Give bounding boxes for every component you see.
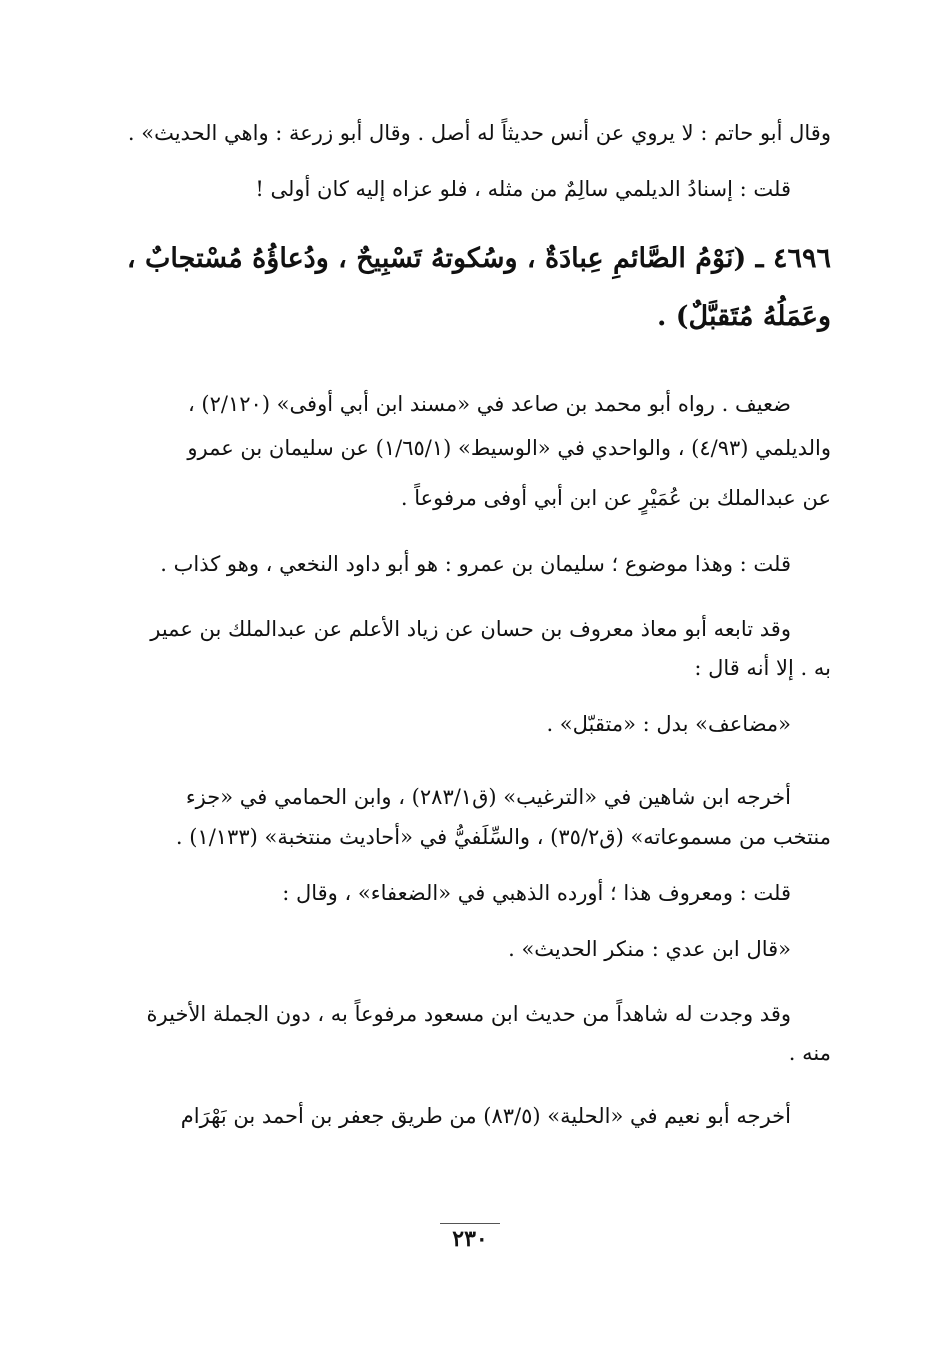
- text-line: قلت : ومعروف هذا ؛ أورده الذهبي في «الضعفاء» ، وقال :: [282, 881, 791, 905]
- text-line: أخرجه ابن شاهين في «الترغيب» (ق٢٨٣/١) ، وابن الحمامي في «جزء: [185, 785, 791, 809]
- text-line: به . إلا أنه قال :: [694, 656, 831, 680]
- paragraph-abu-nuaym: [92, 1101, 831, 1131]
- text-line: «قال ابن عدي : منكر الحديث» .: [508, 937, 791, 961]
- text-line: وقال أبو حاتم : لا يروي عن أنس حديثاً له أصل . وقال أبو زرعة : واهي الحديث» .: [127, 121, 831, 145]
- text-line: ضعيف . رواه أبو محمد بن صاعد في «مسند ابن أبي أوفى» (٢/١٢٠) ،: [187, 392, 791, 416]
- text-line: وقد وجدت له شاهداً من حديث ابن مسعود مرفوعاً به ، دون الجملة الأخيرة: [146, 1002, 791, 1026]
- paragraph-ibn-adi: [92, 934, 831, 964]
- text-line: وقد تابعه أبو معاذ معروف بن حسان عن زياد الأعلم عن عبدالملك بن عمير: [150, 617, 791, 641]
- hadith-heading: [92, 230, 831, 346]
- paragraph-mawdu: [92, 549, 831, 579]
- paragraph-shahid-cont: [92, 1038, 831, 1068]
- paragraph-maruf: [92, 878, 831, 908]
- text-line: «مضاعف» بدل : «متقبّل» .: [546, 712, 791, 736]
- paragraph-grading: [92, 379, 831, 429]
- text-line: أخرجه أبو نعيم في «الحلية» (٨٣/٥) من طريق جعفر بن أحمد بن بَهْرَام: [180, 1104, 791, 1128]
- paragraph-mutaba: [92, 605, 831, 653]
- paragraph-takhrij-cont: [92, 822, 831, 852]
- paragraph-mudaaf: [92, 709, 831, 739]
- paragraph-mutaba-cont: [92, 653, 831, 683]
- paragraph-shahid: [92, 990, 831, 1038]
- paragraph-abu-hatim: [92, 118, 831, 148]
- paragraph-grading-cont: [92, 423, 831, 523]
- hadith-line-2: وعَمَلُهُ مُتَقبَّلٌ) .: [656, 301, 831, 332]
- text-line: عن عبدالملك بن عُمَيْرٍ عن ابن أبي أوفى مرفوعاً .: [400, 486, 831, 510]
- text-line: والديلمي (٤/٩٣) ، والواحدي في «الوسيط» (١/٦٥/١) عن سليمان بن عمرو: [187, 436, 831, 460]
- text-line: منتخب من مسموعاته» (ق٣٥/٢) ، والسِّلَفيُّ في «أحاديث منتخبة» (١/١٣٣) .: [175, 825, 831, 849]
- paragraph-takhrij: [92, 772, 831, 822]
- text-line: منه .: [788, 1041, 831, 1065]
- page-body: [92, 118, 831, 1131]
- text-line: قلت : إسنادُ الديلمي سالِمٌ من مثله ، فلو عزاه إليه كان أولى !: [255, 177, 791, 201]
- text-line: قلت : وهذا موضوع ؛ سليمان بن عمرو : هو أبو داود النخعي ، وهو كذاب .: [160, 552, 791, 576]
- page-number: ٢٣٠: [440, 1223, 500, 1252]
- paragraph-dailami-isnad: [92, 174, 831, 204]
- hadith-line-1: ٤٦٩٦ ـ (نَوْمُ الصَّائمِ عِبادَةٌ ، وسُكوتهُ تَسْبِيحٌ ، ودُعاؤُهُ مُسْتجابٌ ،: [126, 243, 831, 274]
